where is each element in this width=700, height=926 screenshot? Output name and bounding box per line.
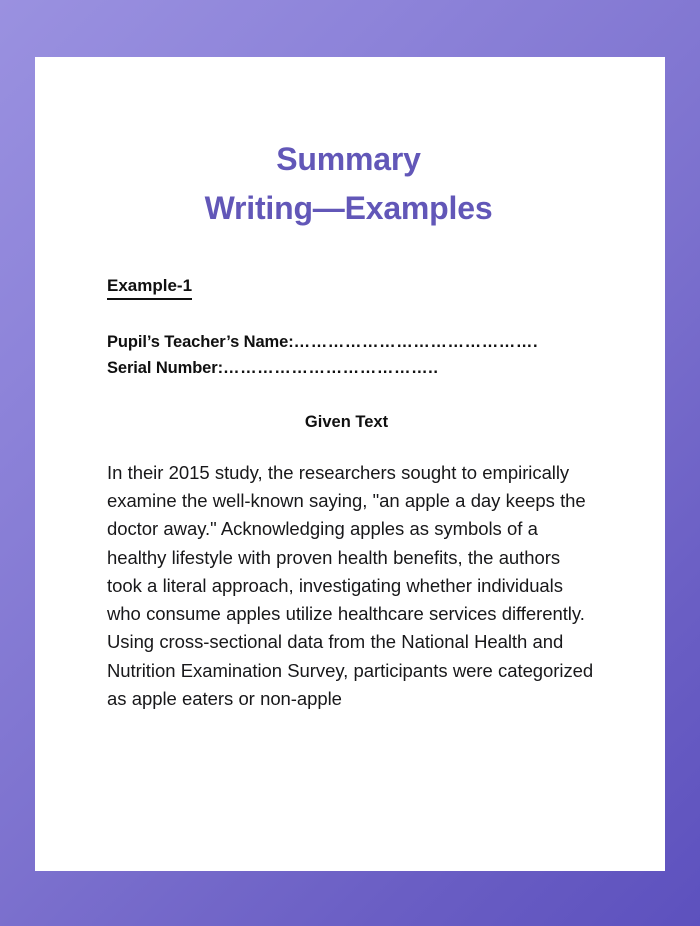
field-label-teacher-name: Pupil’s Teacher’s Name: bbox=[107, 332, 294, 351]
page-title-line-2: Writing—Examples bbox=[204, 189, 493, 226]
given-text-paragraph: In their 2015 study, the researchers sought to empirically examine the well-known saying, "an apple a day keeps the doctor away." Acknowledging apples as symbols of a healthy lifestyle with proven health benefits, the authors took a literal approach, investigating whether individuals who consume apples utilize healthcare services differently. Using cross-sectional data from the National Health and Nutrition Examination Survey, participants were categorized as apple eaters or non-apple bbox=[107, 462, 594, 709]
content-card bbox=[35, 57, 665, 871]
field-row-teacher-name bbox=[107, 329, 594, 356]
page-title bbox=[103, 135, 594, 232]
page-title-line-1: Summary bbox=[276, 141, 421, 177]
field-label-serial-number: Serial Number: bbox=[107, 359, 223, 378]
field-leader-serial-number: ……………………………….. bbox=[222, 359, 439, 378]
card-inner bbox=[35, 57, 665, 713]
field-row-serial-number bbox=[107, 355, 594, 382]
example-heading-wrapper bbox=[107, 232, 594, 299]
field-leader-teacher-name: ……………………………………. bbox=[293, 332, 539, 351]
given-text-heading: Given Text bbox=[304, 413, 389, 432]
example-heading: Example-1 bbox=[107, 276, 192, 299]
field-block bbox=[107, 329, 594, 382]
